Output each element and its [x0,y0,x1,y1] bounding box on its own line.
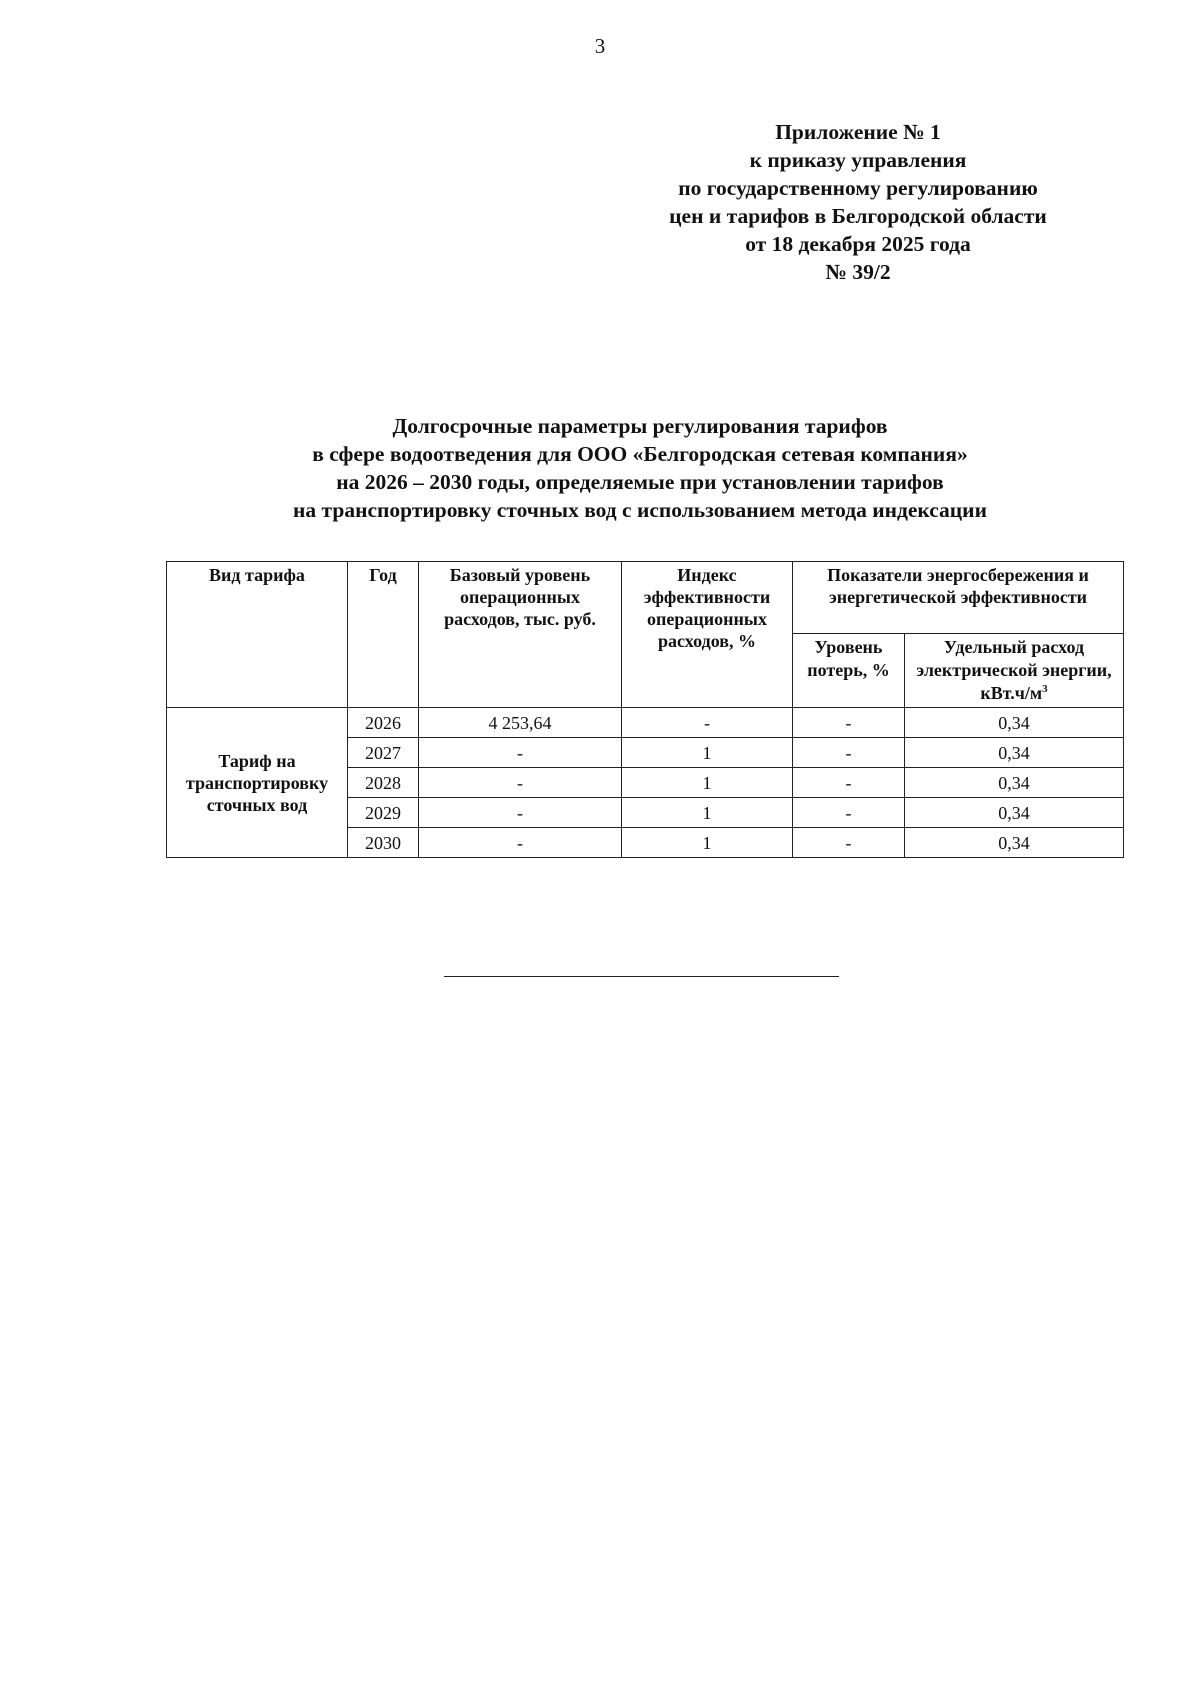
loss-level-cell: - [793,738,905,768]
appendix-line: цен и тарифов в Белгородской области [669,204,1047,228]
header-specific-consumption-sup: 3 [1042,683,1048,695]
header-energy-group: Показатели энергосбережения и энергетической эффективности [793,562,1124,634]
base-level-cell: 4 253,64 [419,708,622,738]
tariff-name-cell: Тариф на транспортировку сточных вод [167,708,348,858]
appendix-line: по государственному регулированию [678,176,1038,200]
page-number: 3 [594,34,606,58]
specific-consumption-cell: 0,34 [905,738,1124,768]
header-base-level: Базовый уровень операционных расходов, тыс. руб. [419,562,622,708]
title-line: в сфере водоотведения для ООО «Белгородская сетевая компания» [312,442,968,466]
year-cell: 2027 [348,738,419,768]
base-level-cell: - [419,798,622,828]
base-level-cell: - [419,828,622,858]
year-cell: 2026 [348,708,419,738]
closing-divider-line [444,976,839,977]
header-tariff-type: Вид тарифа [167,562,348,708]
title-line: Долгосрочные параметры регулирования тарифов [392,414,888,438]
base-level-cell: - [419,738,622,768]
appendix-line: к приказу управления [749,148,967,172]
appendix-line: Приложение № 1 [775,120,941,144]
appendix-header [628,118,1088,286]
appendix-line: № 39/2 [825,260,891,284]
header-efficiency-index: Индекс эффективности операционных расходов, % [622,562,793,708]
specific-consumption-cell: 0,34 [905,798,1124,828]
specific-consumption-cell: 0,34 [905,828,1124,858]
efficiency-index-cell: - [622,708,793,738]
table-row [167,708,1124,738]
header-specific-consumption-text: Удельный расход электрической энергии, кВт.ч/м [916,637,1112,703]
efficiency-index-cell: 1 [622,828,793,858]
efficiency-index-cell: 1 [622,768,793,798]
title-line: на транспортировку сточных вод с использованием метода индексации [293,498,987,522]
loss-level-cell: - [793,798,905,828]
title-line: на 2026 – 2030 годы, определяемые при установлении тарифов [336,470,944,494]
loss-level-cell: - [793,828,905,858]
efficiency-index-cell: 1 [622,798,793,828]
year-cell: 2028 [348,768,419,798]
document-title [160,412,1120,524]
tariff-parameters-table [166,561,1124,858]
header-year: Год [348,562,419,708]
specific-consumption-cell: 0,34 [905,768,1124,798]
base-level-cell: - [419,768,622,798]
header-specific-consumption [905,634,1124,708]
specific-consumption-cell: 0,34 [905,708,1124,738]
year-cell: 2030 [348,828,419,858]
appendix-line: от 18 декабря 2025 года [745,232,971,256]
header-loss-level: Уровень потерь, % [793,634,905,708]
loss-level-cell: - [793,768,905,798]
year-cell: 2029 [348,798,419,828]
loss-level-cell: - [793,708,905,738]
efficiency-index-cell: 1 [622,738,793,768]
